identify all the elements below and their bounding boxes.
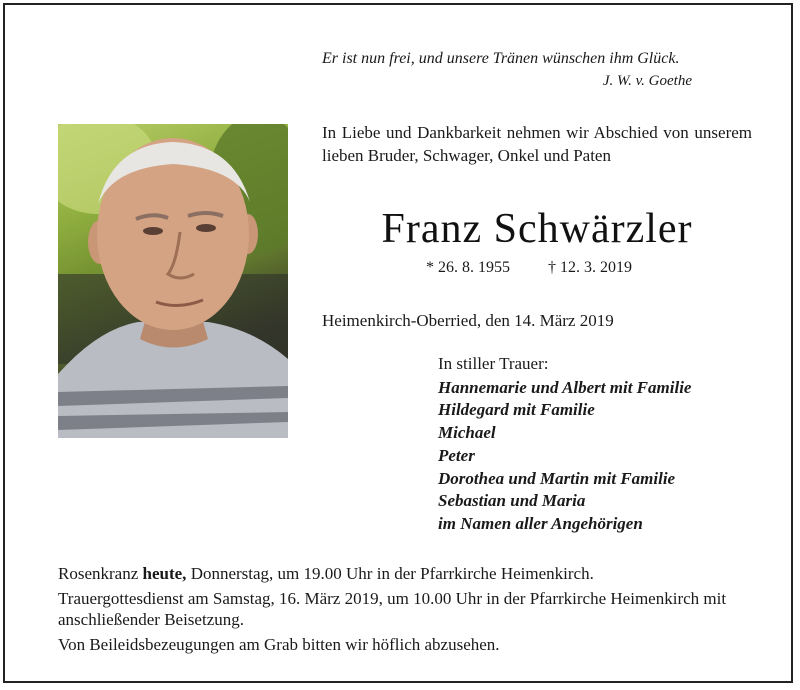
deceased-name: Franz Schwärzler (381, 206, 693, 252)
mourner-name: Dorothea und Martin mit Familie (438, 468, 676, 488)
rosary-info (58, 563, 738, 584)
mourners-block (438, 353, 768, 536)
funeral-service-info: Trauergottesdienst am Samstag, 16. März 2019, um 10.00 Uhr in der Pfarrkirche Heimenkirch mit anschließender Beisetzung. (58, 589, 727, 629)
service-info (58, 563, 738, 659)
mourner-name: Hannemarie und Albert mit Familie (438, 377, 692, 397)
intro-text: In Liebe und Dankbarkeit nehmen wir Abschied von unserem lieben Bruder, Schwager, Onkel und Paten (322, 123, 752, 165)
birth-date: * 26. 8. 1955 (426, 259, 510, 276)
rosary-text-end: Donnerstag, um 19.00 Uhr in der Pfarrkirche Heimenkirch. (186, 564, 594, 583)
death-date: † 12. 3. 2019 (548, 259, 632, 276)
mourner-name: Michael (438, 423, 496, 443)
place-and-date: Heimenkirch-Oberried, den 14. März 2019 (322, 311, 614, 330)
rosary-text-start: Rosenkranz (58, 564, 143, 583)
epigraph-text: Er ist nun frei, und unsere Tränen wünschen ihm Glück. (322, 50, 680, 67)
epigraph (322, 48, 742, 92)
portrait-photo (58, 124, 288, 438)
mourners-heading: In stiller Trauer: (438, 354, 549, 373)
mourner-name: Hildegard mit Familie (438, 400, 595, 420)
epigraph-author: J. W. v. Goethe (602, 73, 692, 89)
mourner-name: Peter (438, 445, 475, 465)
portrait-illustration (58, 124, 288, 438)
mourner-name: im Namen aller Angehörigen (438, 513, 643, 533)
rosary-today: heute, (142, 564, 187, 583)
condolence-note: Von Beileidsbezeugungen am Grab bitten wir höflich abzusehen. (58, 635, 500, 654)
mourner-name: Sebastian und Maria (438, 491, 586, 511)
